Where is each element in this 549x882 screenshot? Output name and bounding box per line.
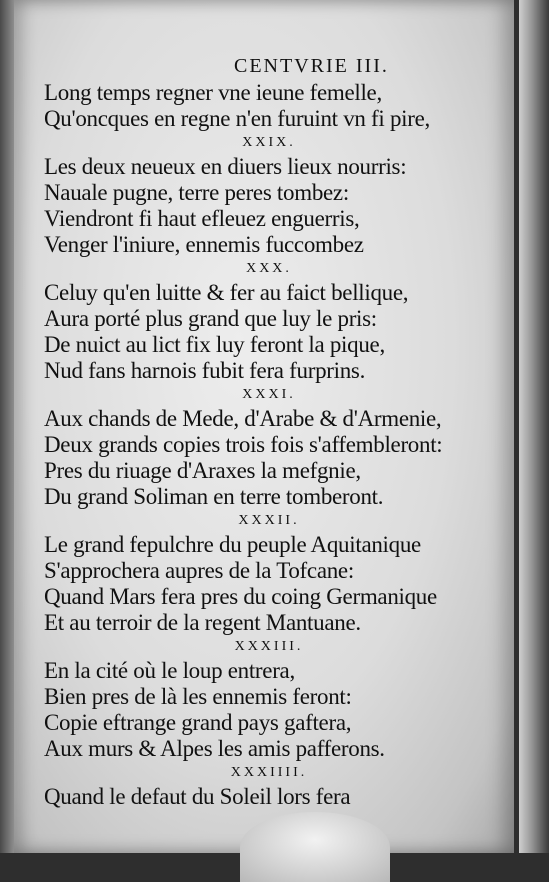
- verse-line: Deux grands copies trois fois s'affembleront:: [44, 432, 443, 457]
- quatrain-number: XXXI.: [242, 387, 296, 402]
- verse-line: Quand le defaut du Soleil lors fera: [44, 784, 351, 809]
- verse-line: Le grand fepulchre du peuple Aquitanique: [44, 532, 421, 557]
- verse-line: Qu'oncques en regne n'en furuint vn fi pire,: [44, 106, 430, 131]
- verse-line: Copie eftrange grand pays gaftera,: [44, 710, 352, 735]
- verse-line: En la cité où le loup entrera,: [44, 658, 295, 683]
- book-page: [14, 0, 514, 853]
- verse-line: Viendront fi haut efleuez enguerris,: [44, 206, 360, 231]
- verse-line: Les deux neueux en diuers lieux nourris:: [44, 154, 407, 179]
- verse-line: De nuict au lict fix luy feront la pique,: [44, 332, 385, 357]
- verse-line: S'approchera aupres de la Tofcane:: [44, 558, 354, 583]
- quatrain-number: XXXIII.: [234, 639, 304, 654]
- verse-line: Aura porté plus grand que luy le pris:: [44, 306, 377, 331]
- verse-line: Nauale pugne, terre peres tombez:: [44, 180, 349, 205]
- page-text: [44, 52, 494, 810]
- verse-line: Aux chands de Mede, d'Arabe & d'Armenie,: [44, 406, 442, 431]
- thumb: [240, 812, 390, 882]
- verse-line: Celuy qu'en luitte & fer au faict bellique,: [44, 280, 409, 305]
- verse-line: Nud fans harnois fubit fera furprins.: [44, 358, 366, 383]
- quatrain-number: XXIX.: [242, 135, 296, 150]
- book-edge-right: [519, 0, 549, 853]
- verse-lines: [44, 80, 494, 810]
- verse-line: Long temps regner vne ieune femelle,: [44, 80, 382, 105]
- verse-line: Du grand Soliman en terre tomberont.: [44, 484, 384, 509]
- quatrain-number: XXX.: [246, 261, 292, 276]
- verse-line: Venger l'iniure, ennemis fuccombez: [44, 232, 364, 257]
- verse-line: Bien pres de là les ennemis feront:: [44, 684, 352, 709]
- quatrain-number: XXXII.: [238, 513, 300, 528]
- verse-line: Quand Mars fera pres du coing Germanique: [44, 584, 437, 609]
- page-header: CENTVRIE III.: [234, 55, 389, 77]
- verse-line: Pres du riuage d'Araxes la mefgnie,: [44, 458, 361, 483]
- verse-line: Et au terroir de la regent Mantuane.: [44, 610, 361, 635]
- verse-line: Aux murs & Alpes les amis pafferons.: [44, 736, 385, 761]
- quatrain-number: XXXIIII.: [230, 765, 308, 780]
